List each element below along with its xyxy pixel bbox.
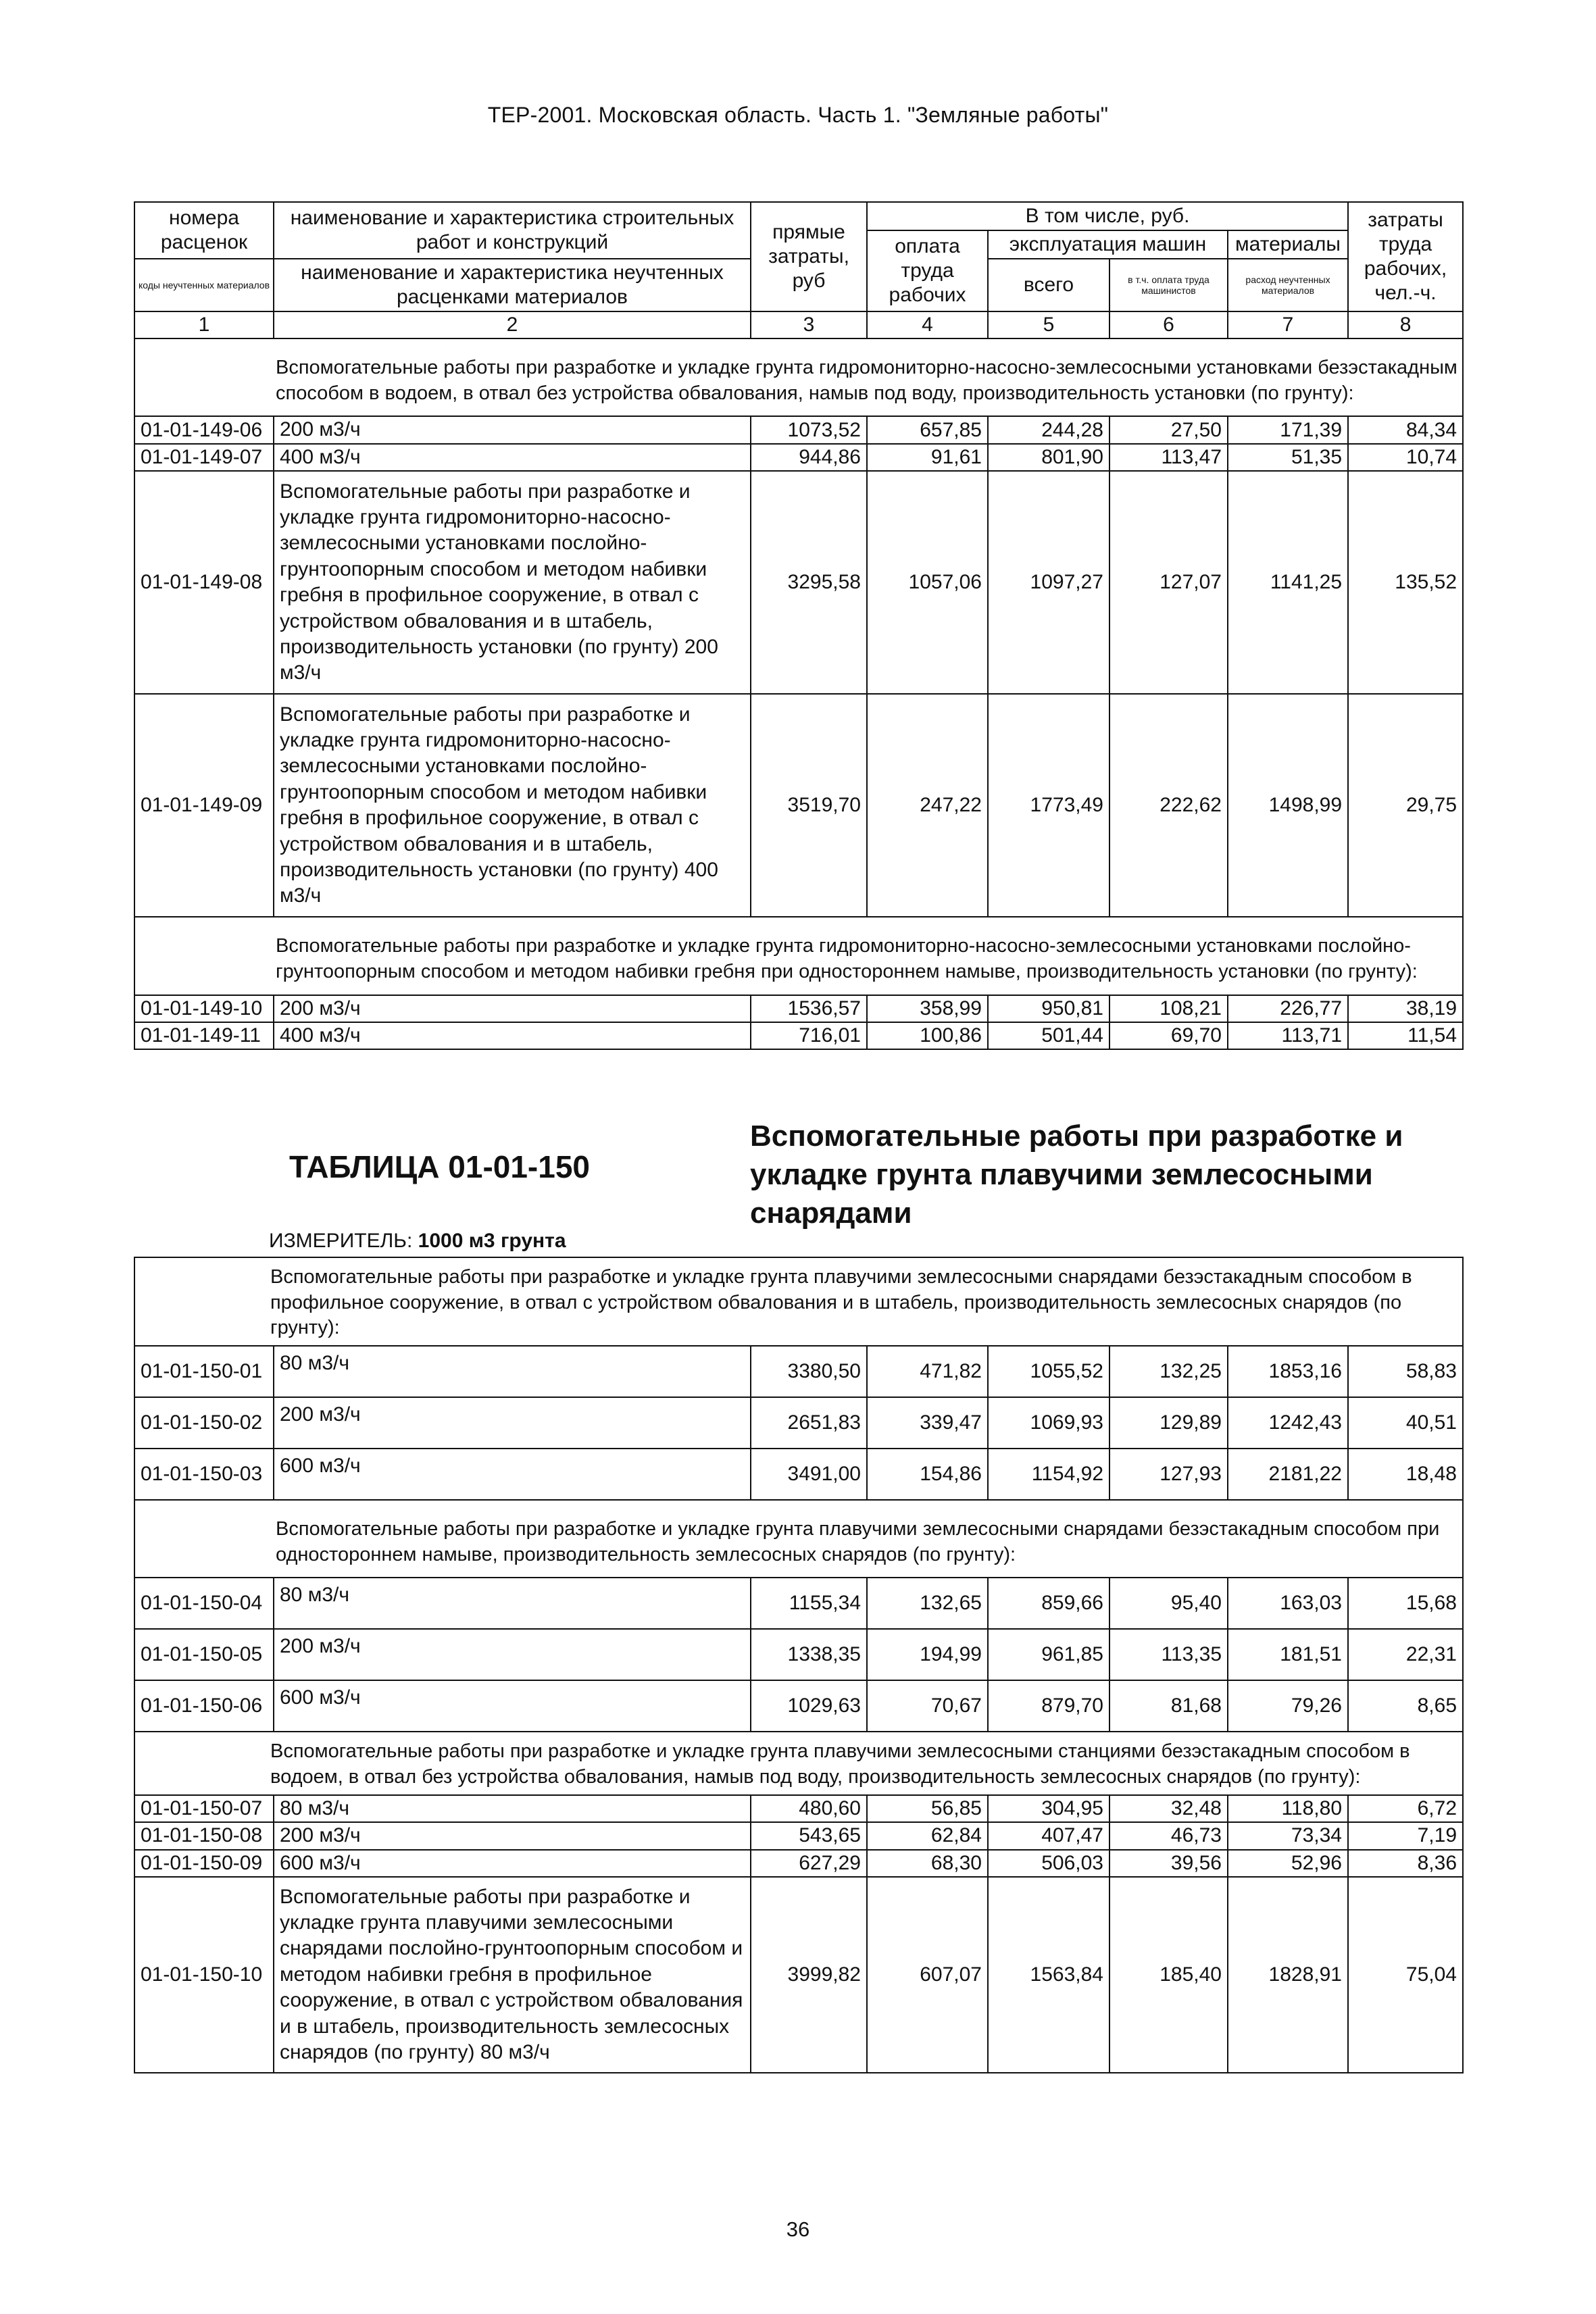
machines-total: 1069,93 — [988, 1397, 1109, 1449]
machines-total: 879,70 — [988, 1680, 1109, 1732]
machines-total: 950,81 — [988, 995, 1109, 1022]
materials: 1828,91 — [1228, 1877, 1348, 2073]
machines-total: 407,47 — [988, 1822, 1109, 1849]
labor: 15,68 — [1348, 1578, 1463, 1629]
wages: 70,67 — [867, 1680, 988, 1732]
col-number: 7 — [1228, 311, 1348, 338]
table-header — [134, 202, 1463, 338]
machines-total: 859,66 — [988, 1578, 1109, 1629]
wages: 1057,06 — [867, 471, 988, 694]
materials: 1498,99 — [1228, 694, 1348, 917]
wages: 91,61 — [867, 444, 988, 471]
direct-costs: 944,86 — [751, 444, 867, 471]
wages: 132,65 — [867, 1578, 988, 1629]
col-number: 3 — [751, 311, 867, 338]
machinists-wages: 46,73 — [1109, 1822, 1228, 1849]
labor: 22,31 — [1348, 1629, 1463, 1680]
table-row — [134, 995, 1463, 1022]
materials: 1853,16 — [1228, 1346, 1348, 1397]
rate-name: 200 м3/ч — [274, 416, 751, 443]
wages: 56,85 — [867, 1795, 988, 1822]
machinists-wages: 132,25 — [1109, 1346, 1228, 1397]
table-150-title-block — [134, 1111, 1462, 1253]
wages: 471,82 — [867, 1346, 988, 1397]
wages: 68,30 — [867, 1850, 988, 1877]
machinists-wages: 127,07 — [1109, 471, 1228, 694]
document-header: ТЕР-2001. Московская область. Часть 1. "Земляные работы" — [487, 103, 1109, 127]
direct-costs: 1029,63 — [751, 1680, 867, 1732]
machinists-wages: 69,70 — [1109, 1022, 1228, 1049]
machines-total: 506,03 — [988, 1850, 1109, 1877]
machines-total: 501,44 — [988, 1022, 1109, 1049]
col-number: 8 — [1348, 311, 1463, 338]
table-row — [134, 416, 1463, 443]
table-row — [134, 1877, 1463, 2073]
rate-name: 200 м3/ч — [274, 1822, 751, 1849]
table-row — [134, 1397, 1463, 1449]
direct-costs: 543,65 — [751, 1822, 867, 1849]
rate-name: 200 м3/ч — [274, 1397, 751, 1449]
col-materials: материалы — [1228, 230, 1348, 259]
wages: 194,99 — [867, 1629, 988, 1680]
labor: 38,19 — [1348, 995, 1463, 1022]
col-wages: оплата труда рабочих — [867, 230, 988, 311]
rate-name: Вспомогательные работы при разработке и укладке грунта гидромониторно-насосно-землесосными установками послойно-грунтоопорным способом и методом набивки гребня в профильное сооружение, в отвал с устройством обвалования и в штабель, производительность установки (по грунту) 200 м3/ч — [274, 471, 751, 694]
rate-name: 80 м3/ч — [274, 1346, 751, 1397]
direct-costs: 3519,70 — [751, 694, 867, 917]
col-name-bottom: наименование и характеристика неучтенных расценками материалов — [274, 259, 751, 311]
rate-name: Вспомогательные работы при разработке и укладке грунта гидромониторно-насосно-землесосными установками послойно-грунтоопорным способом и методом набивки гребня в профильное сооружение, в отвал с устройством обвалования и в штабель, производительность установки (по грунту) 400 м3/ч — [274, 694, 751, 917]
measure-line — [269, 1230, 566, 1253]
rate-code: 01-01-150-03 — [134, 1449, 274, 1500]
rate-name: 600 м3/ч — [274, 1449, 751, 1500]
wages: 607,07 — [867, 1877, 988, 2073]
table-row — [134, 1346, 1463, 1397]
rate-name: 600 м3/ч — [274, 1850, 751, 1877]
col-including: В том числе, руб. — [867, 202, 1348, 230]
wages: 62,84 — [867, 1822, 988, 1849]
section-title: Вспомогательные работы при разработке и укладке грунта плавучими землесосными снарядами безэстакадным способом в профильное сооружение, в отвал с устройством обвалования и в штабель, производительность землесосных снарядов (по грунту): — [134, 1257, 1463, 1346]
machinists-wages: 27,50 — [1109, 416, 1228, 443]
col-machines-total: всего — [988, 259, 1109, 311]
machinists-wages: 127,93 — [1109, 1449, 1228, 1500]
rate-code: 01-01-150-10 — [134, 1877, 274, 2073]
materials: 226,77 — [1228, 995, 1348, 1022]
direct-costs: 1073,52 — [751, 416, 867, 443]
col-name-top: наименование и характеристика строительных работ и конструкций — [274, 202, 751, 259]
labor: 7,19 — [1348, 1822, 1463, 1849]
rate-code: 01-01-149-07 — [134, 444, 274, 471]
machinists-wages: 113,35 — [1109, 1629, 1228, 1680]
labor: 135,52 — [1348, 471, 1463, 694]
table-row — [134, 1680, 1463, 1732]
rate-code: 01-01-150-07 — [134, 1795, 274, 1822]
direct-costs: 1338,35 — [751, 1629, 867, 1680]
machines-total: 304,95 — [988, 1795, 1109, 1822]
machinists-wages: 129,89 — [1109, 1397, 1228, 1449]
rate-code: 01-01-149-10 — [134, 995, 274, 1022]
col-machines-wages: в т.ч. оплата труда машинистов — [1109, 259, 1228, 311]
direct-costs: 1536,57 — [751, 995, 867, 1022]
table-row — [134, 1850, 1463, 1877]
wages: 657,85 — [867, 416, 988, 443]
measure-value: 1000 м3 грунта — [418, 1230, 566, 1252]
materials: 118,80 — [1228, 1795, 1348, 1822]
machinists-wages: 95,40 — [1109, 1578, 1228, 1629]
table-row — [134, 1022, 1463, 1049]
materials: 1242,43 — [1228, 1397, 1348, 1449]
rate-code: 01-01-150-02 — [134, 1397, 274, 1449]
section-title: Вспомогательные работы при разработке и укладке грунта гидромониторно-насосно-землесосными установками послойно-грунтоопорным способом и методом набивки гребня при одностороннем намыве, производительность установки (по грунту): — [134, 917, 1463, 995]
col-number: 4 — [867, 311, 988, 338]
machinists-wages: 108,21 — [1109, 995, 1228, 1022]
rate-name: 80 м3/ч — [274, 1578, 751, 1629]
labor: 6,72 — [1348, 1795, 1463, 1822]
direct-costs: 3295,58 — [751, 471, 867, 694]
machines-total: 1055,52 — [988, 1346, 1109, 1397]
labor: 11,54 — [1348, 1022, 1463, 1049]
materials: 113,71 — [1228, 1022, 1348, 1049]
table-heading: Вспомогательные работы при разработке и укладке грунта плавучими землесосными снарядами — [750, 1120, 1403, 1230]
machinists-wages: 113,47 — [1109, 444, 1228, 471]
col-rate-numbers: номера расценок — [134, 202, 274, 259]
rate-code: 01-01-150-01 — [134, 1346, 274, 1397]
col-materials-sub: расход неучтенных материалов — [1228, 259, 1348, 311]
materials: 2181,22 — [1228, 1449, 1348, 1500]
rate-name: 80 м3/ч — [274, 1795, 751, 1822]
table-row — [134, 1629, 1463, 1680]
rate-code: 01-01-149-09 — [134, 694, 274, 917]
col-number: 6 — [1109, 311, 1228, 338]
machines-total: 1154,92 — [988, 1449, 1109, 1500]
materials: 163,03 — [1228, 1578, 1348, 1629]
materials: 181,51 — [1228, 1629, 1348, 1680]
table-row — [134, 1449, 1463, 1500]
machines-total: 1563,84 — [988, 1877, 1109, 2073]
direct-costs: 1155,34 — [751, 1578, 867, 1629]
col-number: 5 — [988, 311, 1109, 338]
table-row — [134, 1795, 1463, 1822]
labor: 18,48 — [1348, 1449, 1463, 1500]
wages: 339,47 — [867, 1397, 988, 1449]
direct-costs: 3999,82 — [751, 1877, 867, 2073]
machinists-wages: 32,48 — [1109, 1795, 1228, 1822]
machines-total: 244,28 — [988, 416, 1109, 443]
section-title: Вспомогательные работы при разработке и укладке грунта плавучими землесосными станциями безэстакадным способом в водоем, в отвал без устройства обвалования, намыв под воду, производительность землесосных снарядов (по грунту): — [134, 1732, 1463, 1794]
labor: 75,04 — [1348, 1877, 1463, 2073]
rate-name: 600 м3/ч — [274, 1680, 751, 1732]
rate-name: 400 м3/ч — [274, 1022, 751, 1049]
rate-name: Вспомогательные работы при разработке и укладке грунта плавучими землесосными снарядами послойно-грунтоопорным способом и методом набивки гребня в профильное сооружение, в отвал с устройством обвалования и в штабель, производительность землесосных снарядов (по грунту) 80 м3/ч — [274, 1877, 751, 2073]
rates-table-150 — [134, 1257, 1464, 2073]
section-title: Вспомогательные работы при разработке и укладке грунта гидромониторно-насосно-землесосными установками безэстакадным способом в водоем, в отвал без устройства обвалования, намыв под воду, производительность установки (по грунту): — [134, 338, 1463, 416]
rate-code: 01-01-150-04 — [134, 1578, 274, 1629]
measure-label: ИЗМЕРИТЕЛЬ: — [269, 1230, 413, 1252]
direct-costs: 716,01 — [751, 1022, 867, 1049]
machinists-wages: 222,62 — [1109, 694, 1228, 917]
machinists-wages: 39,56 — [1109, 1850, 1228, 1877]
labor: 8,36 — [1348, 1850, 1463, 1877]
wages: 358,99 — [867, 995, 988, 1022]
col-number: 2 — [274, 311, 751, 338]
wages: 100,86 — [867, 1022, 988, 1049]
direct-costs: 3380,50 — [751, 1346, 867, 1397]
wages: 154,86 — [867, 1449, 988, 1500]
rate-name: 200 м3/ч — [274, 1629, 751, 1680]
col-machines: эксплуатация машин — [988, 230, 1228, 259]
labor: 29,75 — [1348, 694, 1463, 917]
machines-total: 961,85 — [988, 1629, 1109, 1680]
table-row — [134, 444, 1463, 471]
labor: 10,74 — [1348, 444, 1463, 471]
rate-code: 01-01-150-06 — [134, 1680, 274, 1732]
rate-code: 01-01-149-08 — [134, 471, 274, 694]
materials: 73,34 — [1228, 1822, 1348, 1849]
section-title: Вспомогательные работы при разработке и укладке грунта плавучими землесосными снарядами безэстакадным способом при одностороннем намыве, производительность землесосных снарядов (по грунту): — [134, 1500, 1463, 1578]
rate-name: 400 м3/ч — [274, 444, 751, 471]
machines-total: 1097,27 — [988, 471, 1109, 694]
wages: 247,22 — [867, 694, 988, 917]
col-labor: затраты труда рабочих, чел.-ч. — [1348, 202, 1463, 311]
rate-code: 01-01-149-06 — [134, 416, 274, 443]
col-material-codes: коды неучтенных материалов — [134, 259, 274, 311]
table-number: ТАБЛИЦА 01-01-150 — [289, 1149, 590, 1184]
rate-code: 01-01-150-09 — [134, 1850, 274, 1877]
machines-total: 1773,49 — [988, 694, 1109, 917]
labor: 58,83 — [1348, 1346, 1463, 1397]
direct-costs: 480,60 — [751, 1795, 867, 1822]
machinists-wages: 185,40 — [1109, 1877, 1228, 2073]
labor: 84,34 — [1348, 416, 1463, 443]
table-row — [134, 1822, 1463, 1849]
rates-table-149 — [134, 201, 1464, 1050]
rate-name: 200 м3/ч — [274, 995, 751, 1022]
direct-costs: 627,29 — [751, 1850, 867, 1877]
labor: 40,51 — [1348, 1397, 1463, 1449]
materials: 79,26 — [1228, 1680, 1348, 1732]
rate-code: 01-01-149-11 — [134, 1022, 274, 1049]
materials: 51,35 — [1228, 444, 1348, 471]
materials: 1141,25 — [1228, 471, 1348, 694]
direct-costs: 3491,00 — [751, 1449, 867, 1500]
rate-code: 01-01-150-08 — [134, 1822, 274, 1849]
machines-total: 801,90 — [988, 444, 1109, 471]
materials: 171,39 — [1228, 416, 1348, 443]
col-number: 1 — [134, 311, 274, 338]
page-number: 36 — [786, 2217, 810, 2241]
labor: 8,65 — [1348, 1680, 1463, 1732]
col-direct-costs: прямые затраты, руб — [751, 202, 867, 311]
materials: 52,96 — [1228, 1850, 1348, 1877]
table-row — [134, 1578, 1463, 1629]
machinists-wages: 81,68 — [1109, 1680, 1228, 1732]
rate-code: 01-01-150-05 — [134, 1629, 274, 1680]
direct-costs: 2651,83 — [751, 1397, 867, 1449]
table-row — [134, 694, 1463, 917]
table-row — [134, 471, 1463, 694]
